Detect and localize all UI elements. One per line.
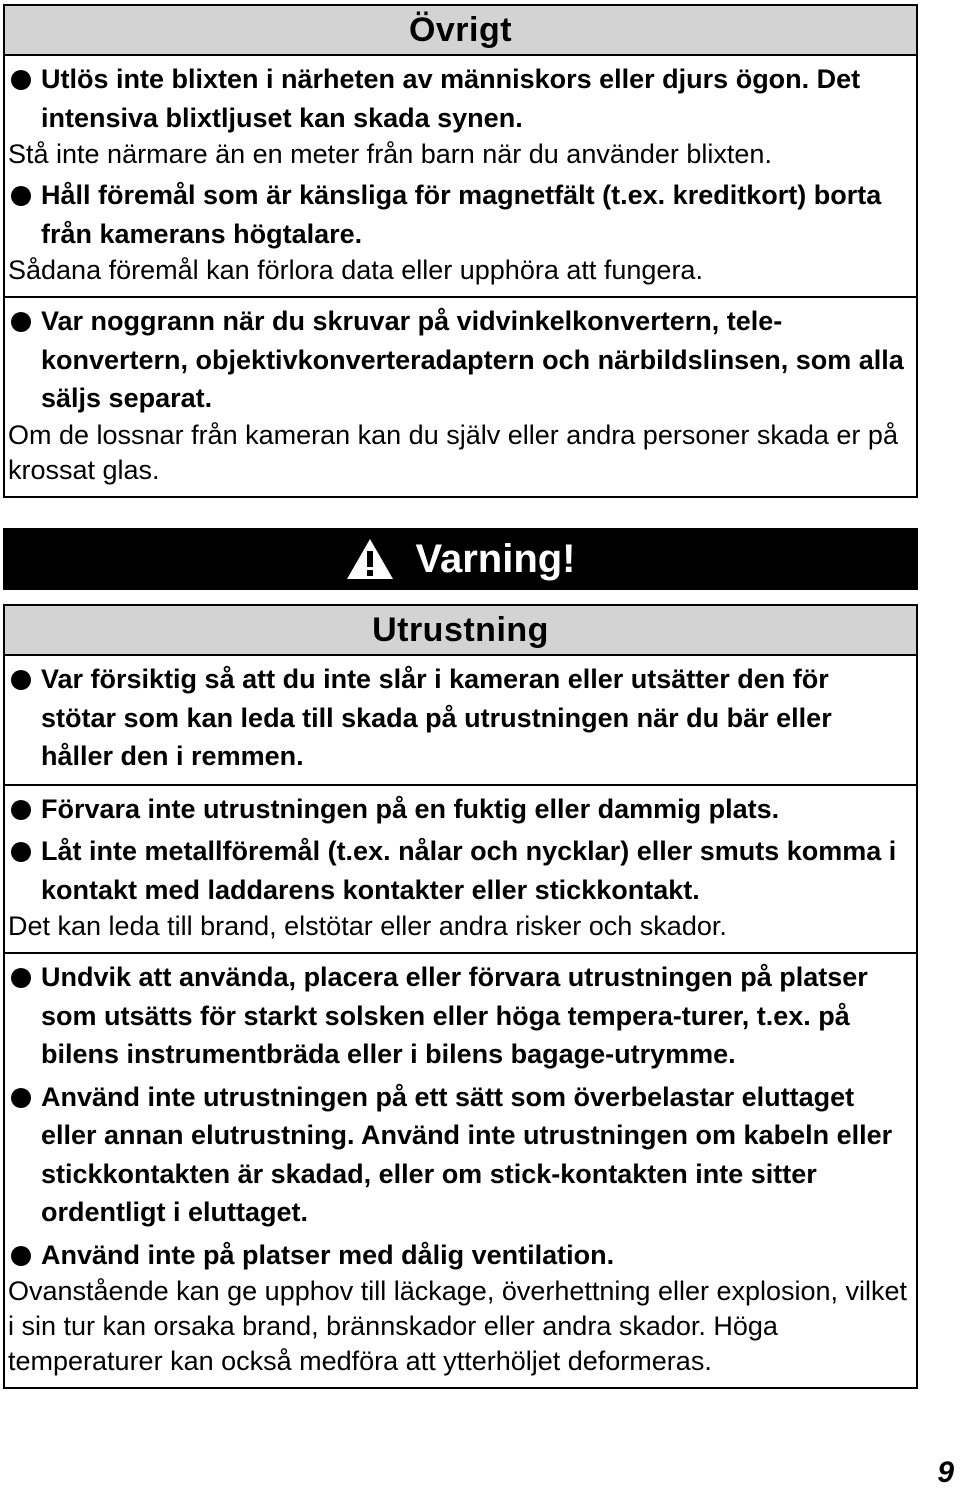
item-note: Om de lossnar från kameran kan du själv eller andra personer skada er på krossat glas. <box>8 419 898 485</box>
utrustning-section-1 <box>5 656 916 786</box>
list-item <box>5 1236 916 1275</box>
item-text: Var noggrann när du skruvar på vidvinkelkonvertern, tele-konvertern, objektivkonverteradaptern och närbildslinsen, som alla säljs separat. <box>41 306 904 413</box>
bullet-icon <box>11 670 31 690</box>
list-item <box>5 790 916 829</box>
ovrigt-section-1 <box>5 56 916 298</box>
page-number: 9 <box>937 1456 954 1489</box>
item-text: Håll föremål som är känsliga för magnetfält (t.ex. kreditkort) borta från kamerans högtalare. <box>41 180 882 249</box>
bullet-icon <box>11 186 31 206</box>
list-item <box>5 1078 916 1232</box>
item-text: Förvara inte utrustningen på en fuktig eller dammig plats. <box>41 793 780 824</box>
item-text: Var försiktig så att du inte slår i kameran eller utsätter den för stötar som kan leda till skada på utrustningen när du bär eller håller den i remmen. <box>41 664 832 771</box>
ovrigt-box <box>3 4 918 498</box>
list-item <box>5 302 916 418</box>
item-note: Stå inte närmare än en meter från barn när du använder blixten. <box>8 139 772 169</box>
item-text: Använd inte på platser med dålig ventilation. <box>41 1239 615 1270</box>
bullet-icon <box>11 800 31 820</box>
list-item <box>5 832 916 909</box>
list-item <box>5 660 916 776</box>
list-item <box>5 60 916 137</box>
warning-triangle-icon <box>345 537 395 581</box>
item-text: Låt inte metallföremål (t.ex. nålar och nycklar) eller smuts komma i kontakt med laddarens kontakter eller stickkontakt. <box>41 836 897 905</box>
item-note: Ovanstående kan ge upphov till läckage, överhettning eller explosion, vilket i sin tur kan orsaka brand, brännskador eller andra skador. Höga temperaturer kan också medföra att ytterhöljet deformeras. <box>8 1276 908 1376</box>
bullet-icon <box>11 968 31 988</box>
bullet-icon <box>11 70 31 90</box>
ovrigt-heading: Övrigt <box>5 6 916 56</box>
item-text: Undvik att använda, placera eller förvara utrustningen på platser som utsätts för starkt solsken eller höga tempera-turer, t.ex. på bilens instrumentbräda eller i bilens bagage-utrymme. <box>41 962 868 1069</box>
item-text: Utlös inte blixten i närheten av människors eller djurs ögon. Det intensiva blixtljuset kan skada synen. <box>41 64 861 133</box>
list-item <box>5 176 916 253</box>
utrustning-box <box>3 604 918 1389</box>
warning-banner <box>3 528 918 590</box>
bullet-icon <box>11 1246 31 1266</box>
bullet-icon <box>11 312 31 332</box>
bullet-icon <box>11 842 31 862</box>
utrustning-section-3 <box>5 954 916 1387</box>
utrustning-section-2 <box>5 786 916 955</box>
item-text: Använd inte utrustningen på ett sätt som överbelastar eluttaget eller annan elutrustning. Använd inte utrustningen om kabeln eller stickkontakten är skadad, eller om stick-kontakten inte sitter ordentligt i eluttaget. <box>41 1081 893 1227</box>
item-note: Sådana föremål kan förlora data eller upphöra att fungera. <box>8 255 703 285</box>
item-note: Det kan leda till brand, elstötar eller andra risker och skador. <box>8 911 727 941</box>
ovrigt-section-2 <box>5 298 916 496</box>
list-item <box>5 958 916 1074</box>
utrustning-heading: Utrustning <box>5 606 916 656</box>
bullet-icon <box>11 1088 31 1108</box>
warning-title: Varning! <box>415 536 576 581</box>
